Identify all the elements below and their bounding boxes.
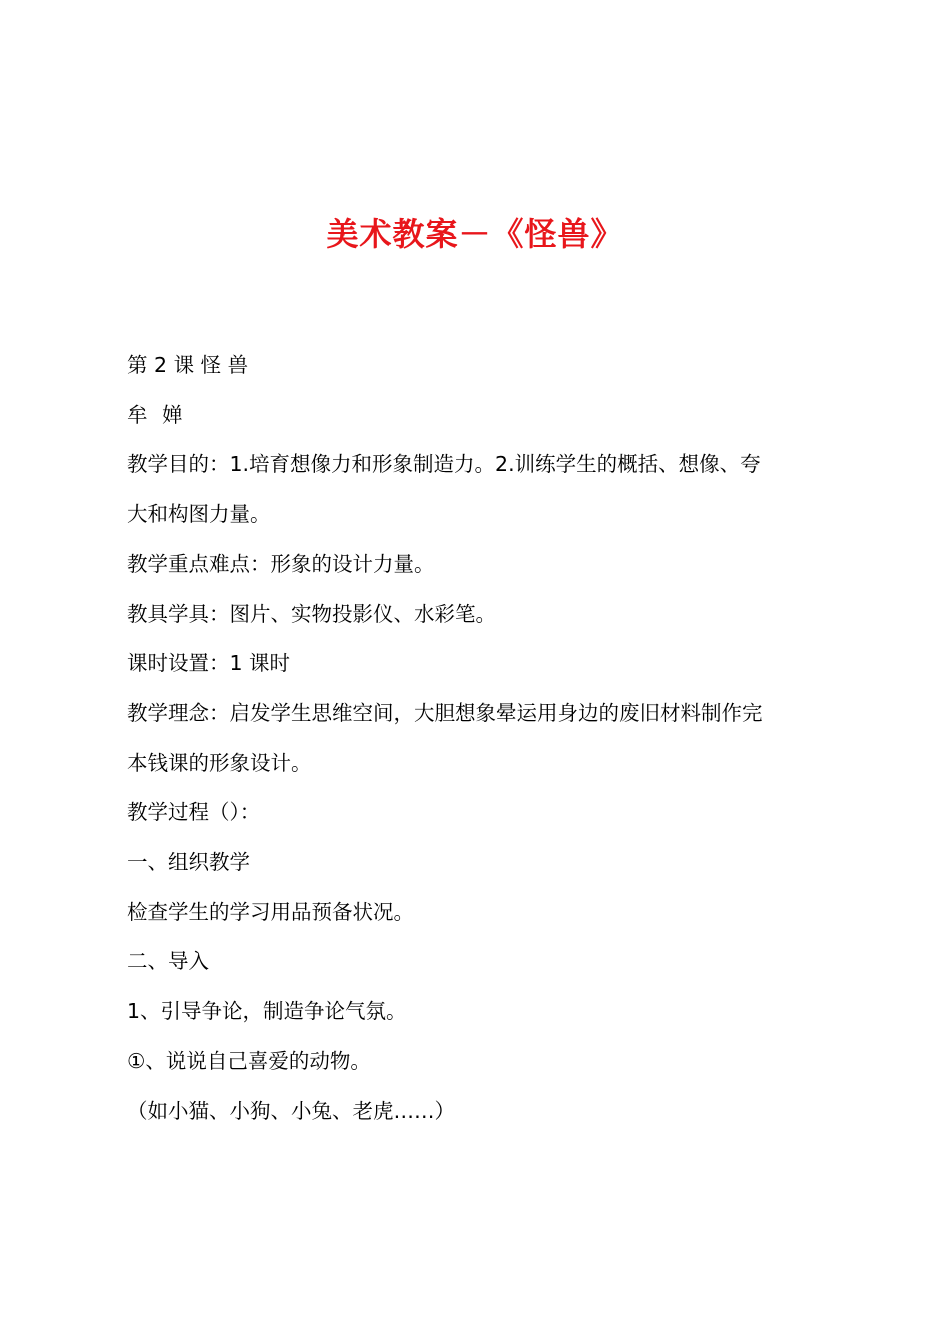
lesson-heading: 第 2 课 怪 兽 <box>127 353 249 377</box>
section-one-text: 检查学生的学习用品预备状况。 <box>127 899 414 924</box>
section-one-heading: 一、组织教学 <box>127 850 250 875</box>
key-difficulty: 教学重点难点：形象的设计力量。 <box>127 551 435 576</box>
teaching-philosophy-line-1: 教学理念：启发学生思维空间，大胆想象晕运用身边的废旧材料制作完 <box>127 700 763 725</box>
class-hours: 课时设置：1 课时 <box>127 651 291 676</box>
document-title: 美术教案－《怪兽》 <box>326 215 624 253</box>
teaching-philosophy-line-2: 本钱课的形象设计。 <box>127 750 312 775</box>
example-animals: （如小猫、小狗、小兔、老虎……） <box>127 1098 455 1123</box>
sub-step-one: ①、说说自己喜爱的动物。 <box>127 1048 371 1073</box>
section-two-heading: 二、导入 <box>127 949 209 974</box>
author-name: 牟 婵 <box>127 402 187 427</box>
document-body <box>127 341 837 1136</box>
teaching-tools: 教具学具：图片、实物投影仪、水彩笔。 <box>127 601 496 626</box>
teaching-objective-line-1: 教学目的：1.培育想像力和形象制造力。2.训练学生的概括、想像、夸 <box>127 452 761 477</box>
teaching-process-heading: 教学过程（）： <box>127 800 261 825</box>
step-one: 1、引导争论，制造争论气氛。 <box>127 999 407 1024</box>
teaching-objective-line-2: 大和构图力量。 <box>127 502 271 527</box>
